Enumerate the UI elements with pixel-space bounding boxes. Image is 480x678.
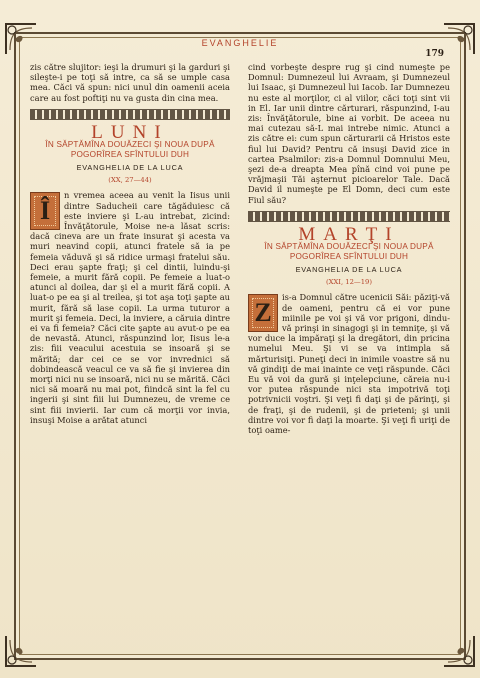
corner-ornament-icon xyxy=(440,20,478,58)
corner-ornament-icon xyxy=(2,632,40,670)
gospel-heading: EVANGHELIA DE LA LUCA xyxy=(76,163,184,173)
dropcap-ornament xyxy=(30,192,60,230)
gospel-reading xyxy=(30,190,230,425)
reading-text: n vremea aceea au venit la Iisus unii dintre Saducheii care tăgăduiesc că este inviere şi L-au intrebat, zicind: Învăţătorule, Moise ne-a lăsat scris: dacă cineva are un frate insurat şi acesta va muri neavind copii, atunci fratele să ia pe femeia văduvă şi să ridice urmaşi fratelui său. Deci erau şapte fraţi; şi cel dintii, luindu-şi femeie, a murit fără copii. Pe femeie a luat-o atunci al doilea, dar şi el a murit fără copii. A luat-o pe ea şi al treilea, şi tot aşa toţi şapte au murit, fără să lase copii. La urma tuturor a murit şi femeia. Deci, la inviere, a căruia dintre ei va fi femeia? Căci cite şapte au avut-o pe ea de nevastă. Atunci, răspunzind lor, Iisus le-a zis: fiii veacului acestuia se insoară şi se mărită; dar cei ce se vor invrednici să dobindească veacul ce va să fie şi invierea din morţi nici nu se insoară, nici nu se mărită. Căci nici să moară nu mai pot, fiindcă sint la fel cu ingerii şi sint fiii lui Dumnezeu, de vreme ce sint fiii invierii. Iar cum că morţii vor invia, insuşi Moise a arătat atunci xyxy=(30,190,231,425)
scripture-reference: (XX, 27—44) xyxy=(108,176,152,185)
day-title-monday: LUNI xyxy=(91,121,169,143)
gospel-heading: EVANGHELIA DE LA LUCA xyxy=(295,265,403,275)
scripture-reference: (XXI, 12—19) xyxy=(325,278,373,287)
dropcap-ornament xyxy=(248,294,278,332)
ornamental-divider xyxy=(30,109,230,120)
day-title-tuesday: MARŢI xyxy=(298,223,400,245)
corner-ornament-icon xyxy=(2,20,40,58)
corner-ornament-icon xyxy=(440,632,478,670)
left-column xyxy=(30,62,230,425)
reading-text: is-a Domnul către ucenicii Săi: păziţi-vă de oameni, pentru că ei vor pune miinile pe voi şi vă vor prigoni, dindu-vă prinşi in sinagogi şi in temniţe, şi vă vor duce la impăraţi şi la dregători, din pricina numelui Meu. Şi vi se va intimpla să mărturisiţi. Puneţi deci in inimile voastre să nu vă gindiţi de mai inainte ce veţi răspunde. Căci Eu vă voi da gură şi inţelepciune, căreia nu-i vor putea răspunde nici sta impotrivă toţi potrivnicii voştri. Şi veţi fi daţi şi de părinţi, şi de fraţi, şi de rudenii, şi de prieteni; şi unii dintre voi vor fi daţi la moarte. Şi veţi fi uriţi de toţi oame- xyxy=(248,292,450,436)
left-intro-paragraph: zis către slujitor: ieşi la drumuri şi la garduri şi sileşte-i pe toţi să intre, ca să se umple casa mea. Căci vă spun: nici unul din oamenii aceia care au fost poftiţi nu va gusta din cina mea. xyxy=(30,62,230,103)
ornamental-divider xyxy=(248,211,450,222)
gospel-reading xyxy=(248,292,450,435)
dropcap-letter: Z xyxy=(254,298,272,328)
running-header: EVANGHELIE xyxy=(201,38,279,48)
page-number: 179 xyxy=(425,49,444,59)
week-subtitle: ÎN SĂPTĂMÎNA DOUĂZECI ŞI NOUA DUPĂ POGORÎREA SFÎNTULUI DUH xyxy=(45,140,215,160)
week-subtitle: ÎN SĂPTĂMÎNA DOUĂZECI ŞI NOUA DUPĂ POGORÎREA SFÎNTULUI DUH xyxy=(264,242,434,262)
dropcap-letter: Î xyxy=(39,196,51,226)
right-column xyxy=(248,62,450,435)
right-intro-paragraph: cind vorbeşte despre rug şi cind numeşte pe Domnul: Dumnezeul lui Avraam, şi Dumnezeul lui Isaac, şi Dumnezeul lui Iacob. Iar Dumnezeu nu este al morţilor, ci al viilor, căci toţi sint vii in El. Iar unii dintre cărturari, răspunzind, I-au zis: Învăţătorule, bine ai vorbit. De aceea nu mai cutezau să-L mai intrebe nimic. Atunci a zis către ei: cum spun cărturarii că Hristos este fiul lui David? Pentru că insuşi David zice in cartea Psalmilor: zis-a Domnul Domnului Meu, şezi de-a dreapta Mea pînă cind voi pune pe vrăjmaşii Tăi aşternut picioarelor Tale. Dacă David il numeşte pe El Domn, deci cum este Fiul său? xyxy=(248,62,450,205)
